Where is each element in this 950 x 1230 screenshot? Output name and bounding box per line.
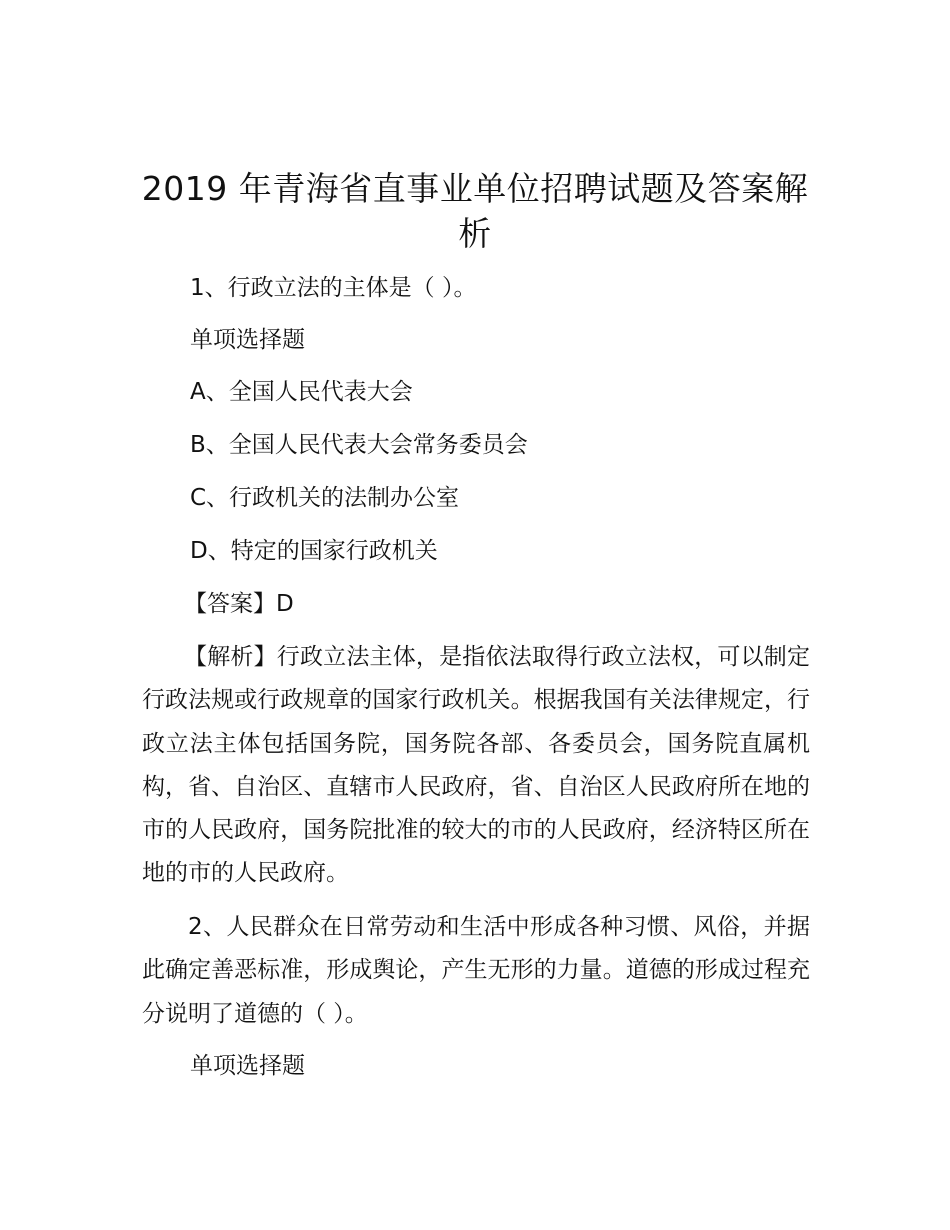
question-1-option-d: D、特定的国家行政机关 — [190, 538, 438, 564]
question-1-option-a: A、全国人民代表大会 — [190, 379, 413, 405]
question-2-type: 单项选择题 — [190, 1053, 305, 1079]
question-1-type: 单项选择题 — [190, 327, 305, 353]
question-1-analysis: 【解析】行政立法主体，是指依法取得行政立法权，可以制定行政法规或行政规章的国家行政机关。根据我国有关法律规定，行政立法主体包括国务院，国务院各部、各委员会，国务院直属机构，省、自治区、直辖市人民政府，省、自治区人民政府所在地的市的人民政府，国务院批准的较大的市的人民政府，经济特区所在地的市的人民政府。 — [142, 644, 810, 887]
question-1-answer: 【答案】D — [184, 591, 294, 617]
question-1-option-c: C、行政机关的法制办公室 — [190, 485, 460, 511]
question-1-option-b: B、全国人民代表大会常务委员会 — [190, 432, 528, 458]
question-1-stem: 1、行政立法的主体是（ ）。 — [190, 275, 477, 301]
question-2-stem: 2、人民群众在日常劳动和生活中形成各种习惯、风俗，并据此确定善恶标准，形成舆论，产生无形的力量。道德的形成过程充分说明了道德的（ ）。 — [142, 914, 810, 1027]
document-title: 2019 年青海省直事业单位招聘试题及答案解析 — [141, 169, 809, 253]
